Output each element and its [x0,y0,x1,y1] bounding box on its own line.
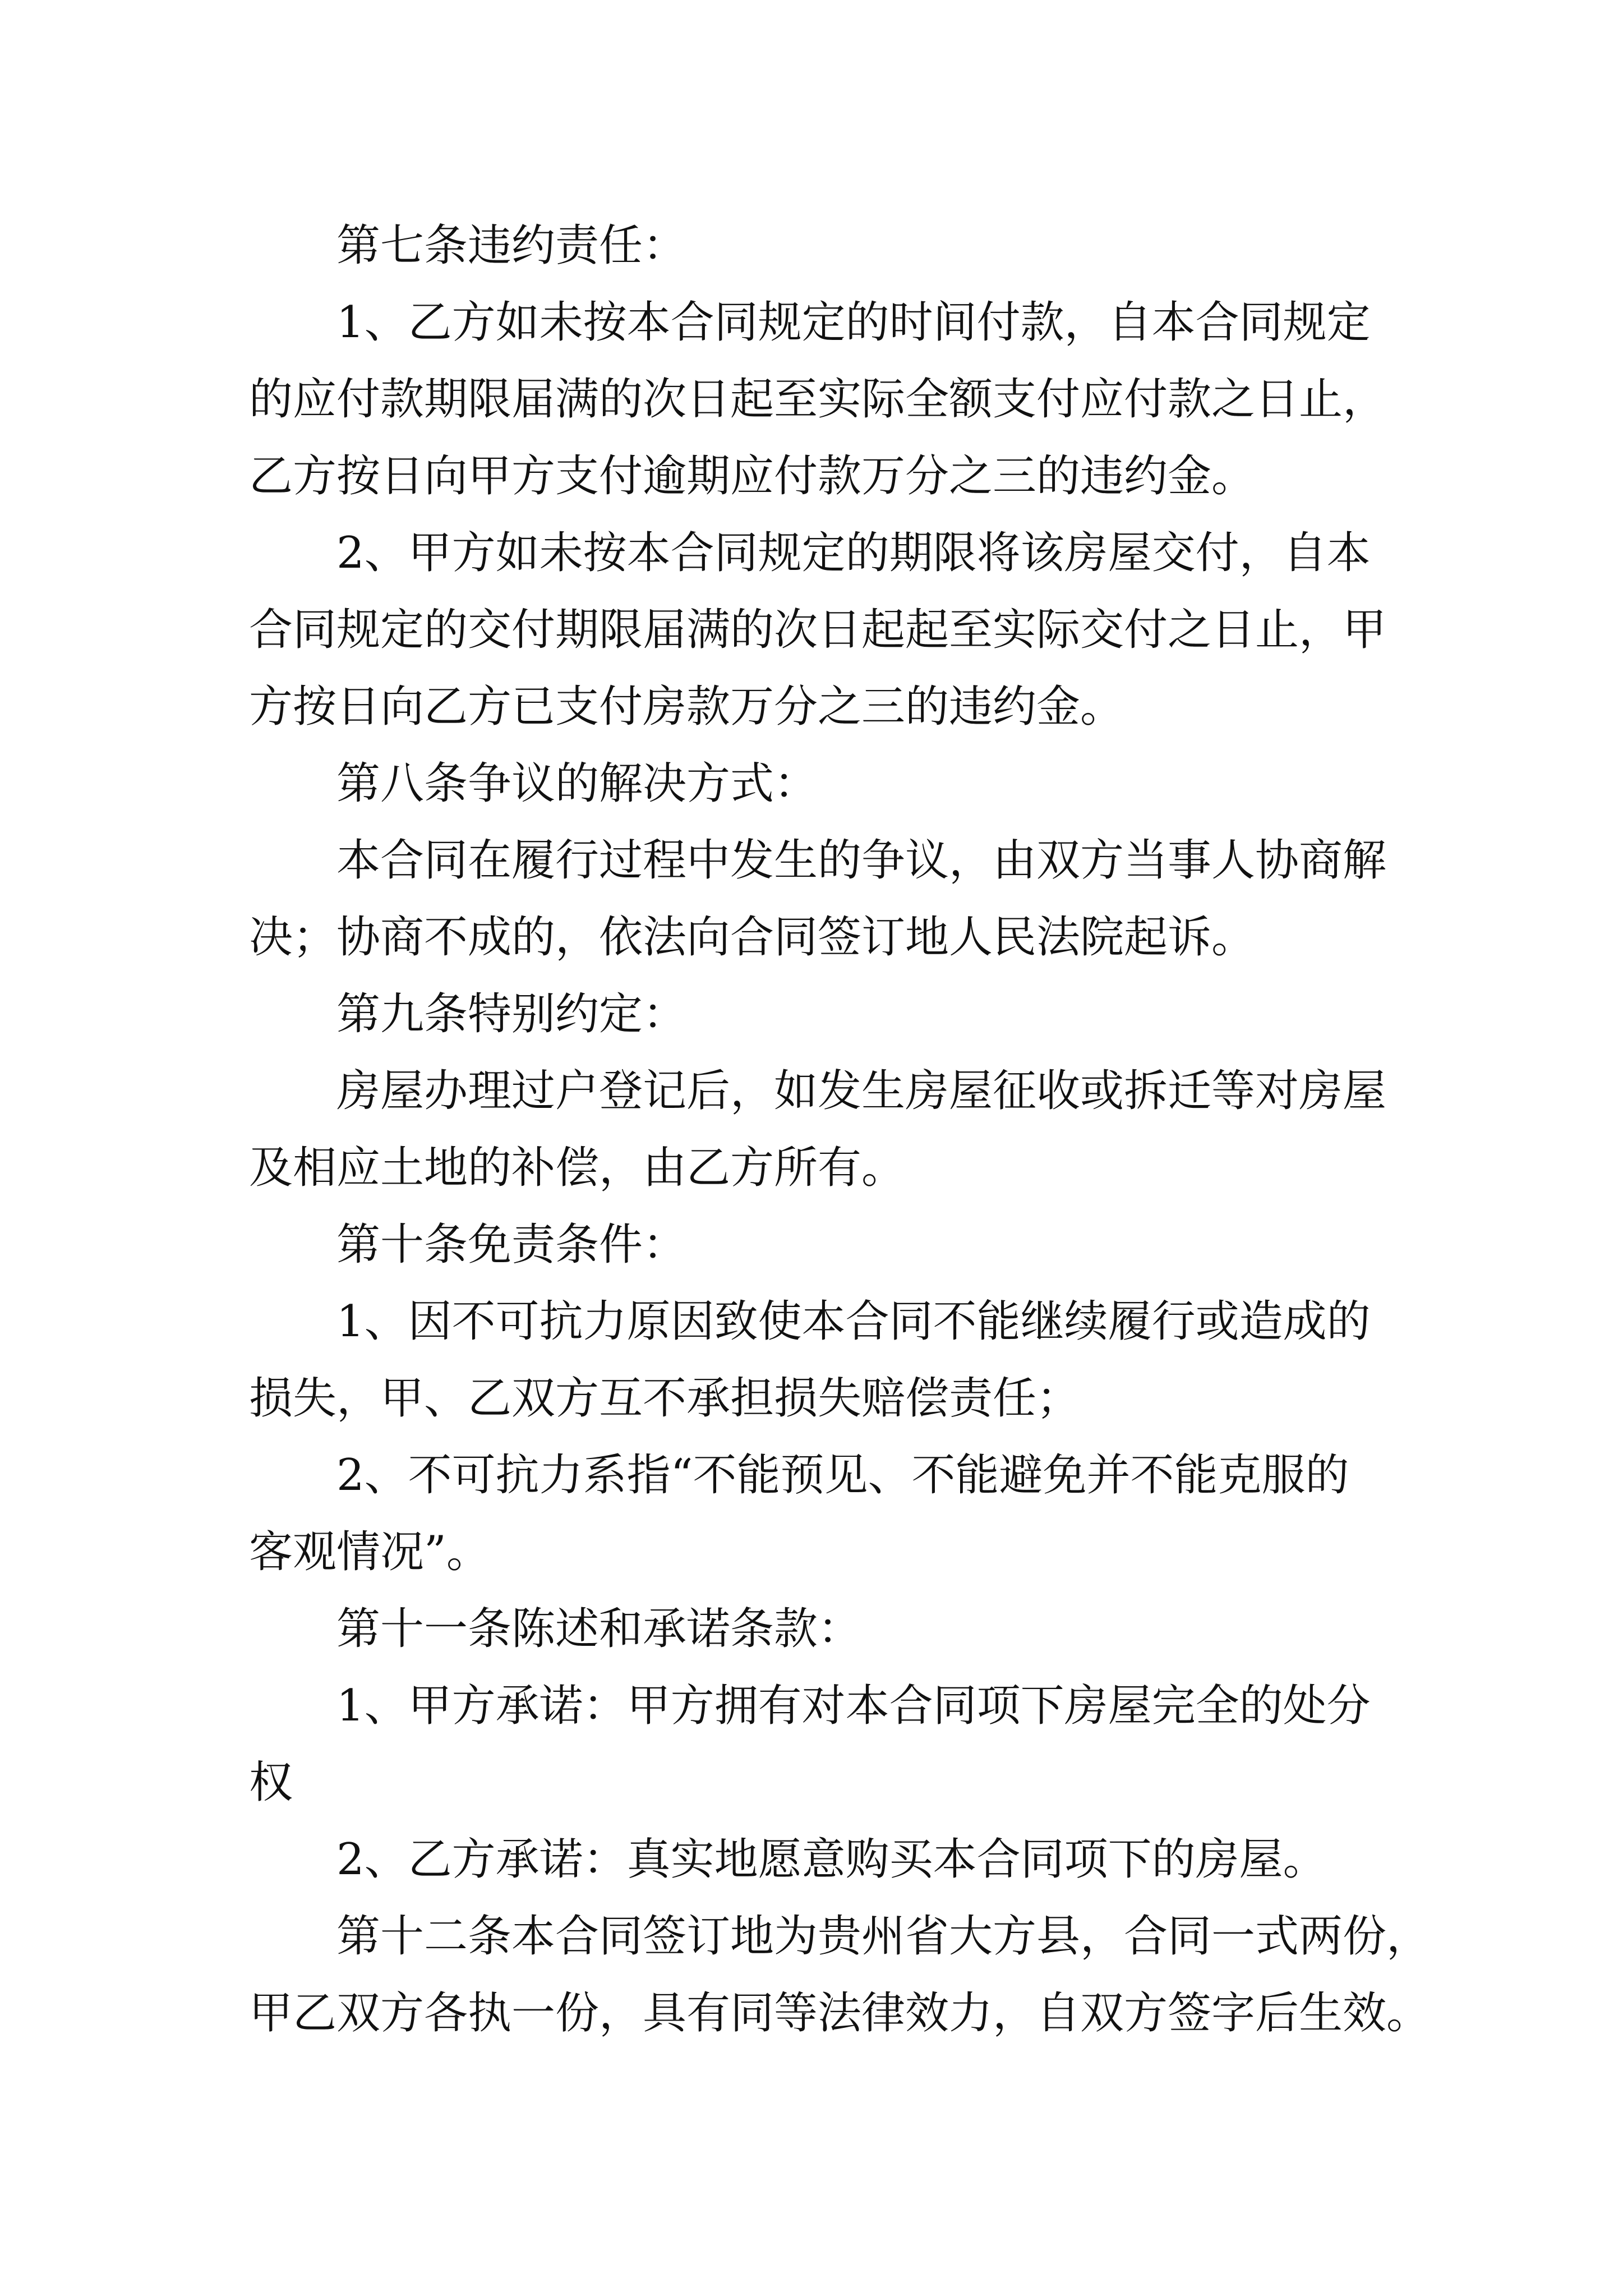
article-7-clause-2-line-2: 合同规定的交付期限届满的次日起起至实际交付之日止，甲 [249,605,1387,655]
article-11-heading: 第十一条陈述和承诺条款： [336,1604,862,1654]
article-11-clause-2: 2、乙方承诺：真实地愿意购买本合同项下的房屋。 [336,1834,1327,1885]
article-9-text-line-2: 及相应土地的补偿，由乙方所有。 [249,1143,906,1193]
article-7-clause-1-line-3: 乙方按日向甲方支付逾期应付款万分之三的违约金。 [249,451,1256,501]
article-11-clause-1-line-1: 1、甲方承诺：甲方拥有对本合同项下房屋完全的处分 [336,1681,1371,1731]
article-7-clause-1-line-2: 的应付款期限届满的次日起至实际全额支付应付款之日止， [249,374,1387,425]
article-7-clause-1-line-1: 1、乙方如未按本合同规定的时间付款，自本合同规定 [336,297,1371,348]
article-12-line-2: 甲乙双方各执一份，具有同等法律效力，自双方签字后生效。 [249,1988,1431,2039]
article-9-text-line-1: 房屋办理过户登记后，如发生房屋征收或拆迁等对房屋 [336,1066,1387,1116]
article-10-clause-1-line-2: 损失，甲、乙双方互不承担损失赔偿责任； [249,1373,1081,1424]
article-8-text-line-1: 本合同在履行过程中发生的争议，由双方当事人协商解 [336,835,1387,886]
article-7-clause-2-line-3: 方按日向乙方已支付房款万分之三的违约金。 [249,682,1124,732]
article-7-heading: 第七条违约责任： [336,220,687,271]
article-9-heading: 第九条特别约定： [336,989,687,1039]
article-10-heading: 第十条免责条件： [336,1220,687,1270]
article-10-clause-2-line-2: 客观情况”。 [249,1527,490,1577]
article-10-clause-1-line-1: 1、因不可抗力原因致使本合同不能继续履行或造成的 [336,1296,1371,1347]
article-11-clause-1-line-2: 权 [249,1757,293,1808]
article-12-line-1: 第十二条本合同签订地为贵州省大方县，合同一式两份， [336,1911,1431,1962]
contract-body [249,208,1431,2052]
article-8-text-line-2: 决；协商不成的，依法向合同签订地人民法院起诉。 [249,912,1256,963]
article-7-clause-2-line-1: 2、甲方如未按本合同规定的期限将该房屋交付，自本 [336,528,1371,578]
article-8-heading: 第八条争议的解决方式： [336,758,818,809]
article-10-clause-2-line-1: 2、不可抗力系指“不能预见、不能避免并不能克服的 [336,1450,1349,1501]
